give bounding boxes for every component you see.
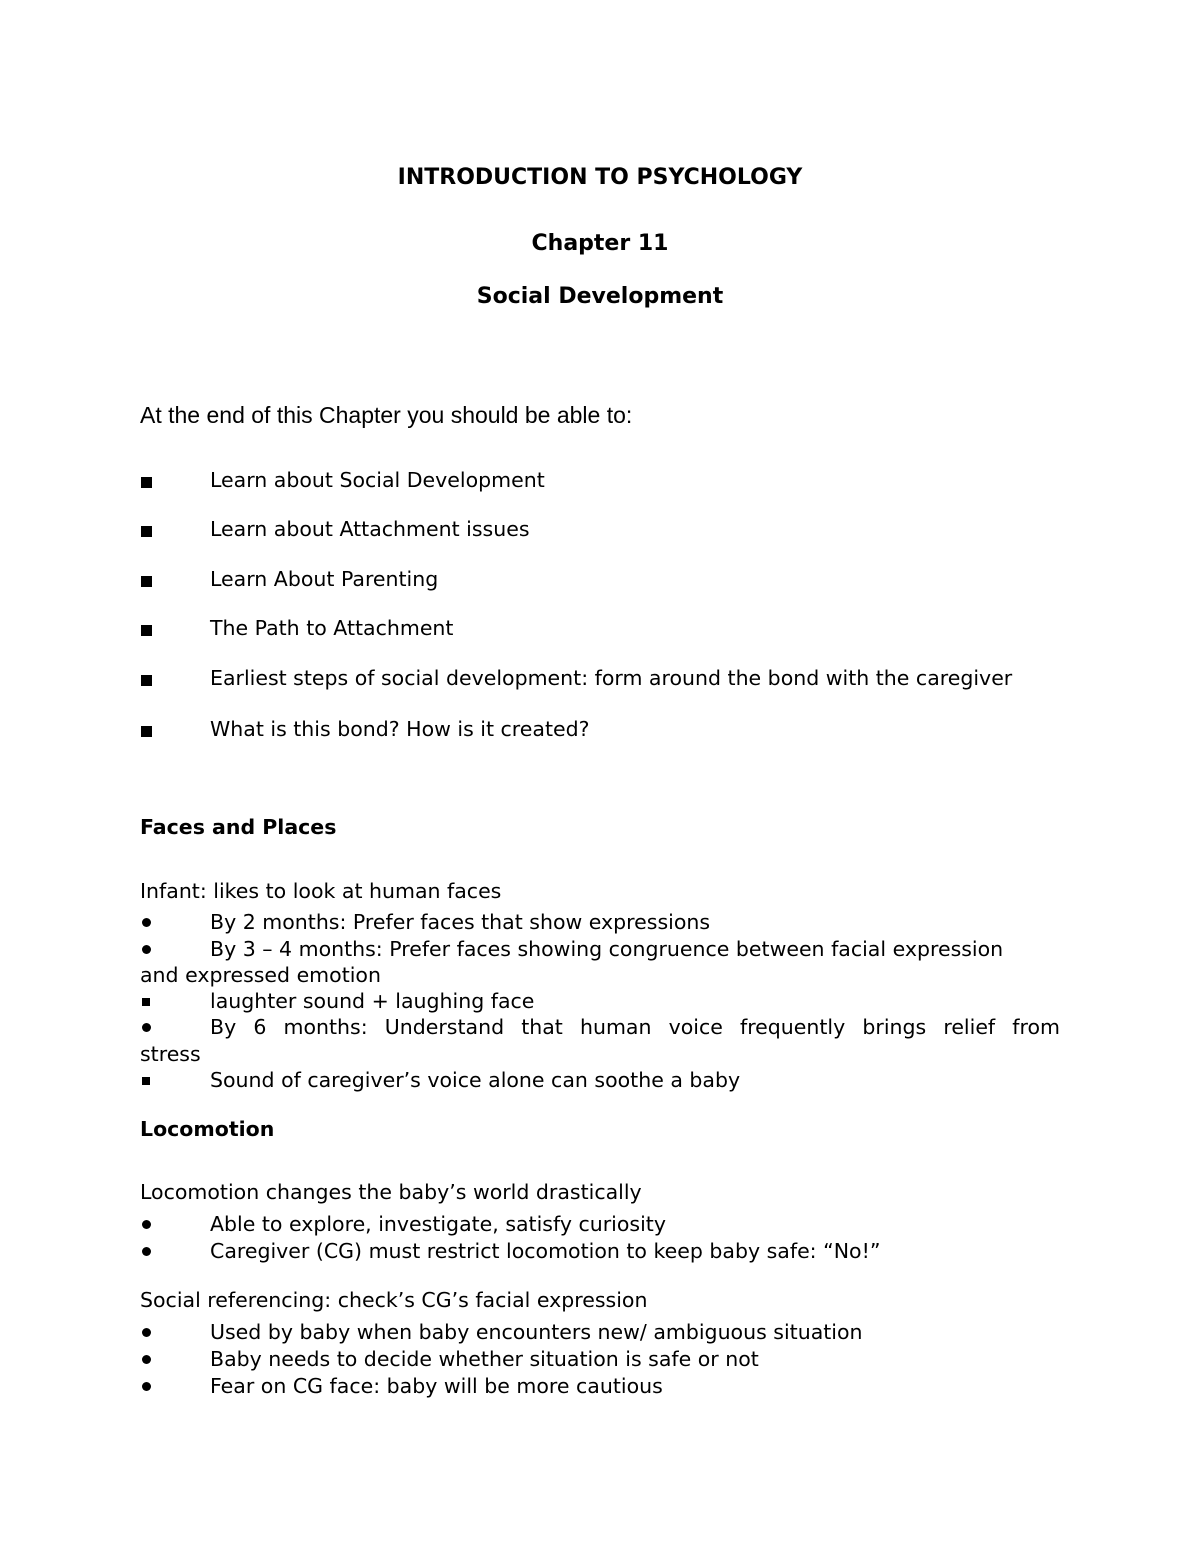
list-item: Used by baby when baby encounters new/ ambiguous situation <box>210 1320 863 1344</box>
round-bullet-icon <box>142 1220 151 1229</box>
chapter-title: Social Development <box>476 284 724 309</box>
round-bullet-icon <box>142 1328 151 1337</box>
social-referencing-intro: Social referencing: check’s CG’s facial expression <box>140 1288 648 1312</box>
list-item: Sound of caregiver’s voice alone can soothe a baby <box>210 1068 741 1092</box>
list-item: Caregiver (CG) must restrict locomotion to keep baby safe: “No!” <box>210 1239 881 1263</box>
list-item: Earliest steps of social development: form around the bond with the caregiver <box>210 666 1013 690</box>
round-bullet-icon <box>142 945 151 954</box>
list-item-continuation: and expressed emotion <box>140 963 381 987</box>
list-item-continuation: stress <box>140 1042 201 1066</box>
list-item: Learn about Social Development <box>210 468 545 492</box>
list-item: By 6 months: Understand that human voice frequently brings relief from <box>210 1015 1060 1039</box>
list-item: The Path to Attachment <box>210 616 454 640</box>
list-item: What is this bond? How is it created? <box>210 717 590 741</box>
course-title: INTRODUCTION TO PSYCHOLOGY <box>397 165 803 190</box>
square-bullet-icon <box>142 1077 150 1085</box>
list-item: Baby needs to decide whether situation is safe or not <box>210 1347 759 1371</box>
locomotion-intro: Locomotion changes the baby’s world drastically <box>140 1180 642 1204</box>
square-bullet-icon <box>141 726 152 737</box>
list-item: By 2 months: Prefer faces that show expressions <box>210 910 711 934</box>
list-item: Able to explore, investigate, satisfy curiosity <box>210 1212 666 1236</box>
square-bullet-icon <box>141 477 152 488</box>
list-item: Learn About Parenting <box>210 567 439 591</box>
list-item: By 3 – 4 months: Prefer faces showing congruence between facial expression <box>210 937 1004 961</box>
list-item: Fear on CG face: baby will be more cautious <box>210 1374 663 1398</box>
square-bullet-icon <box>141 526 152 537</box>
square-bullet-icon <box>142 998 150 1006</box>
list-item: laughter sound + laughing face <box>210 989 535 1013</box>
square-bullet-icon <box>141 675 152 686</box>
round-bullet-icon <box>142 918 151 927</box>
round-bullet-icon <box>142 1355 151 1364</box>
faces-places-heading: Faces and Places <box>140 815 337 839</box>
locomotion-heading: Locomotion <box>140 1117 275 1141</box>
objectives-intro: At the end of this Chapter you should be able to: <box>140 402 633 428</box>
square-bullet-icon <box>141 576 152 587</box>
round-bullet-icon <box>142 1247 151 1256</box>
chapter-number: Chapter 11 <box>531 231 669 256</box>
round-bullet-icon <box>142 1382 151 1391</box>
round-bullet-icon <box>142 1023 151 1032</box>
faces-places-intro: Infant: likes to look at human faces <box>140 879 502 903</box>
list-item: Learn about Attachment issues <box>210 517 530 541</box>
square-bullet-icon <box>141 625 152 636</box>
